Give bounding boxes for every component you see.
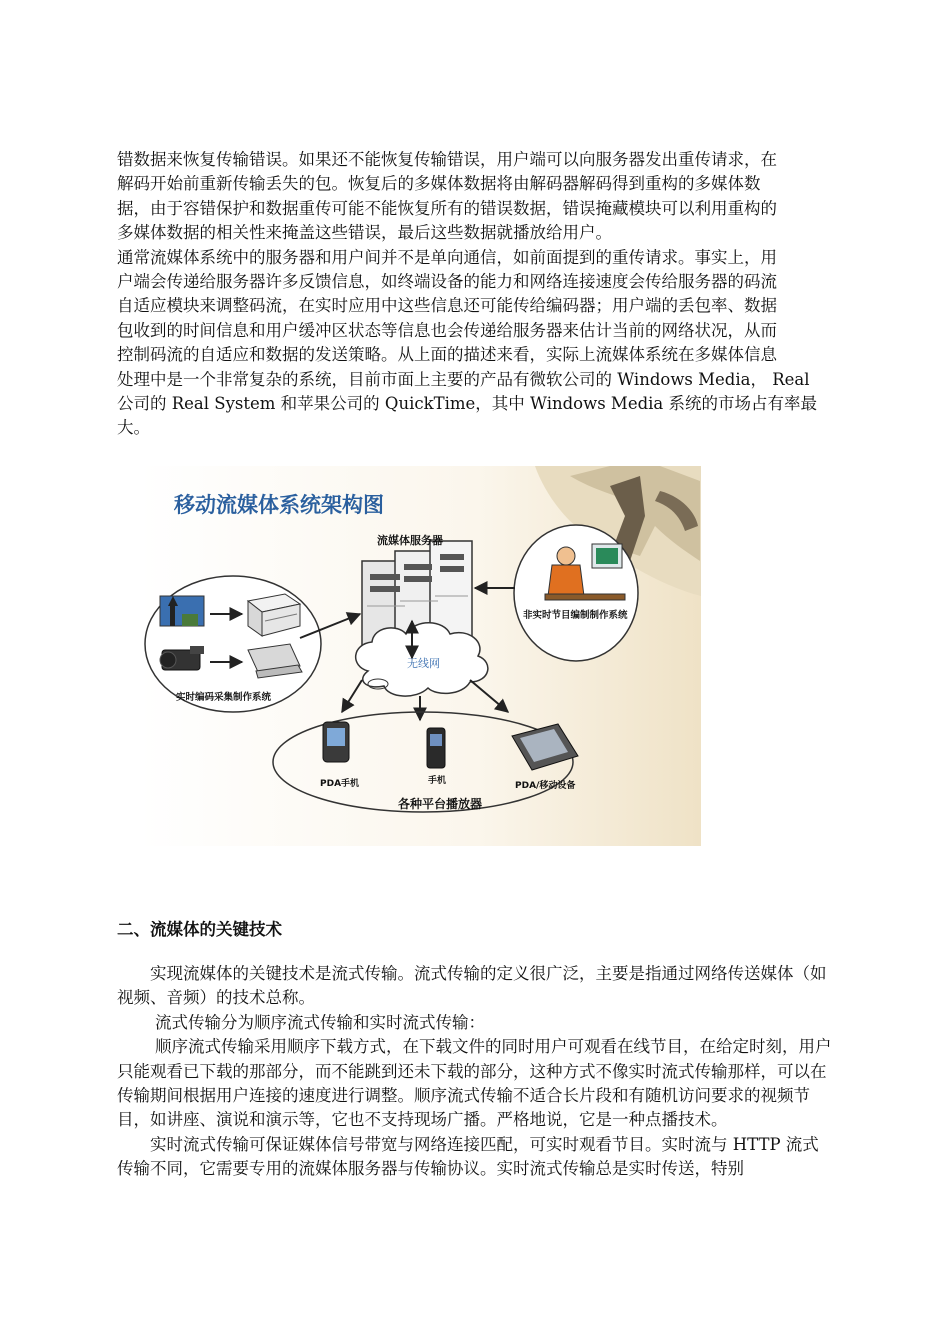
offline-system-label: 非实时节目编制制作系统 bbox=[523, 610, 628, 621]
pda-device-label: PDA/移动设备 bbox=[515, 781, 576, 791]
section-heading: 二、流媒体的关键技术 bbox=[117, 920, 282, 939]
pda-phone-icon bbox=[323, 722, 349, 762]
paragraph: 流式传输分为顺序流式传输和实时流式传输： bbox=[155, 1012, 485, 1032]
figure-title: 移动流媒体系统架构图 bbox=[174, 493, 384, 517]
text-line: 公司的 Real System 和苹果公司的 QuickTime，其中 Windows Media 系统的市场占有率最 bbox=[117, 394, 818, 414]
mobile-phone-label: 手机 bbox=[428, 776, 447, 786]
video-camera-icon bbox=[160, 646, 204, 670]
text-line: 控制码流的自适应和数据的发送策略。从上面的描述来看，实际上流媒体系统在多媒体信息 bbox=[117, 345, 777, 365]
text-line: 户端会传递给服务器许多反馈信息，如终端设备的能力和网络连接速度会传给服务器的码流 bbox=[117, 272, 777, 292]
text-line: 多媒体数据的相关性来掩盖这些错误，最后这些数据就播放给用户。 bbox=[117, 223, 612, 243]
paragraph-intro bbox=[117, 148, 833, 441]
pda-phone-label: PDA手机 bbox=[320, 779, 360, 789]
architecture-figure bbox=[140, 466, 701, 846]
server-label: 流媒体服务器 bbox=[377, 534, 443, 547]
paragraph: 实现流媒体的关键技术是流式传输。流式传输的定义很广泛，主要是指通过网络传送媒体（如视频、音频）的技术总称。 bbox=[117, 964, 827, 1008]
mobile-phone-icon bbox=[427, 728, 445, 768]
text-line: 大。 bbox=[117, 418, 150, 438]
text-line: 据，由于容错保护和数据重传可能不能恢复所有的错误数据，错误掩藏模块可以利用重构的 bbox=[117, 198, 777, 218]
text-line: 解码开始前重新传输丢失的包。恢复后的多媒体数据将由解码器解码得到重构的多媒体数 bbox=[117, 174, 761, 194]
paragraph: 实时流式传输可保证媒体信号带宽与网络连接匹配，可实时观看节目。实时流与 HTTP 流式传输不同，它需要专用的流媒体服务器与传输协议。实时流式传输总是实时传送，特别 bbox=[117, 1134, 819, 1179]
wireless-network-label: 无线网 bbox=[407, 657, 440, 670]
text-line: 错数据来恢复传输错误。如果还不能恢复传输错误，用户端可以向服务器发出重传请求，在 bbox=[117, 150, 777, 169]
text-line: 自适应模块来调整码流，在实时应用中这些信息还可能传给编码器；用户端的丢包率、数据 bbox=[117, 296, 777, 316]
players-label: 各种平台播放器 bbox=[398, 797, 483, 811]
text-line: 处理中是一个非常复杂的系统，目前市面上主要的产品有微软公司的 Windows Media， Real bbox=[117, 369, 810, 389]
text-line: 通常流媒体系统中的服务器和用户间并不是单向通信，如前面提到的重传请求。事实上，用 bbox=[117, 247, 777, 267]
text-line: 包收到的时间信息和用户缓冲区状态等信息也会传递给服务器来估计当前的网络状况，从而 bbox=[117, 320, 777, 340]
architecture-diagram bbox=[140, 466, 701, 846]
realtime-system-label: 实时编码采集制作系统 bbox=[176, 692, 272, 703]
section-body bbox=[117, 962, 833, 1182]
paragraph: 顺序流式传输采用顺序下载方式，在下载文件的同时用户可观看在线节目，在给定时刻，用户只能观看已下载的那部分，而不能跳到还未下载的部分，这种方式不像实时流式传输那样，可以在传输期间根据用户连接的速度进行调整。顺序流式传输不适合长片段和有随机访问要求的视频节目，如讲座、演说和演示等，它也不支持现场广播。严格地说，它是一种点播技术。 bbox=[117, 1037, 832, 1130]
photo-camera-capture-icon bbox=[160, 596, 204, 626]
